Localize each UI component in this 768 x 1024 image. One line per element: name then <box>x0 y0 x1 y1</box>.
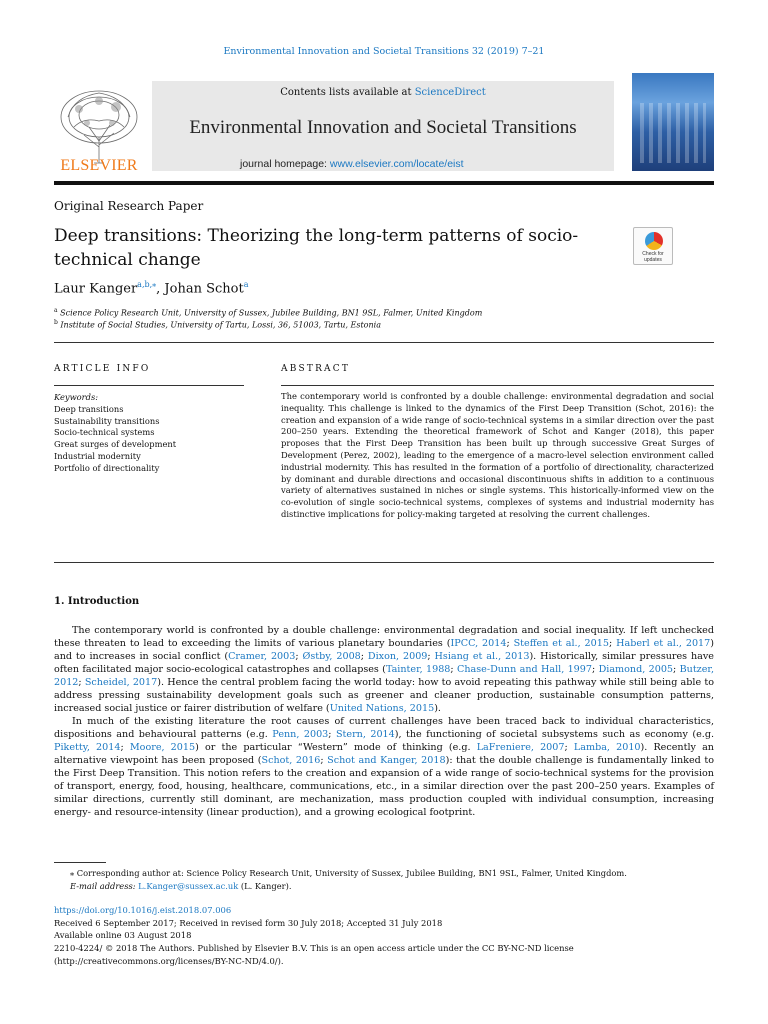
introduction-body <box>54 624 714 819</box>
abstract-text: The contemporary world is confronted by a double challenge: environmental degradation and social inequality. This challenge is linked to the dynamics of the First Deep Transition (Schot, 2016): the creation and expansion of a wide range of socio-technical systems in a similar direction over the past 200–250 years. Extending the theoretical framework of Schot and Kanger (2018), this paper proposes that the First Deep Transition has been built up through successive Great Surges of Development (Perez, 2002), leading to the emergence of a macro-level selection environment called industrial modernity. This has resulted in the formation of a portfolio of directionality, characterized by dominant and durable directions and occasional discontinuous shifts in addition to a continuous variety of alternatives sustained in niches or single systems. This historically-informed view on the co-evolution of single socio-technical systems, complexes of systems and industrial modernity has distinctive implications for policy-making targeted at resolving the current challenges. <box>281 391 714 519</box>
text: ; <box>120 742 130 753</box>
author-list <box>54 280 248 296</box>
footnote-rule <box>54 862 106 863</box>
text: ), the functioning of societal subsystems such as economy (e.g. <box>394 729 715 740</box>
article-footer <box>54 904 714 968</box>
text: ): that the double challenge is fundamentally linked to the First Deep Transition. This notion refers to the creation and expansion of a wide range of socio-technical systems for the provision of transport, energy, food, housing, healthcare, communications, etc., in a similar direction over the past 200–250 years. Examples of similar directions, currently still dominant, are mechanization, mass production coupled with individual consumption, increasing energy- and resource-intensity (linear production), and a growing ecological footprint. <box>54 755 714 818</box>
email-link[interactable]: L.Kanger@sussex.ac.uk <box>138 880 239 891</box>
citation-link[interactable]: Schot and Kanger, 2018 <box>327 755 446 766</box>
text: ). Recently an alternative viewpoint has been proposed ( <box>54 742 714 766</box>
license-url: (http://creativecommons.org/licenses/BY-NC-ND/4.0/). <box>54 955 284 966</box>
text: The contemporary world is confronted by a double challenge: environmental degradation and social inequality. If left unchecked these threaten to lead to exceeding the limits of various planetary boundaries ( <box>54 625 714 649</box>
journal-masthead <box>54 73 714 173</box>
text: ) and to increases in social conflict ( <box>54 638 715 662</box>
abstract-rule <box>281 385 714 386</box>
citation-link[interactable]: LaFreniere, 2007 <box>476 742 565 753</box>
article-info-heading: ARTICLE INFO <box>54 364 151 374</box>
email-line <box>54 880 714 893</box>
text: ; <box>592 664 599 675</box>
affiliation-text: Science Policy Research Unit, University of Sussex, Jubilee Building, BN1 9SL, Falmer, United Kingdom <box>60 308 483 318</box>
crossmark-icon <box>645 232 663 250</box>
citation-link[interactable]: Cramer, 2003 <box>228 651 296 662</box>
citation-link[interactable]: Hsiang et al., 2013 <box>434 651 530 662</box>
citation-link[interactable]: Piketty, 2014 <box>54 742 121 753</box>
citation-link[interactable]: Lamba, 2010 <box>573 742 641 753</box>
journal-cover-image[interactable] <box>632 73 714 171</box>
citation-link[interactable]: Chase-Dunn and Hall, 1997 <box>456 664 592 675</box>
text: ; <box>320 755 328 766</box>
available-online: Available online 03 August 2018 <box>54 930 192 941</box>
text: ; <box>295 651 303 662</box>
text: ; <box>506 638 514 649</box>
masthead-box <box>152 81 614 171</box>
text: ; <box>360 651 368 662</box>
keywords-block <box>54 392 244 475</box>
elsevier-wordmark: ELSEVIER <box>60 157 138 174</box>
article-info-rule <box>54 385 244 386</box>
citation-link[interactable]: United Nations, 2015 <box>329 703 435 714</box>
text: ; <box>427 651 435 662</box>
email-suffix: (L. Kanger). <box>238 880 292 891</box>
masthead-rule <box>54 181 714 185</box>
corresponding-author-footnote <box>54 867 714 892</box>
citation-link[interactable]: Penn, 2003 <box>272 729 329 740</box>
keyword: Socio-technical systems <box>54 427 155 438</box>
footnote-text: Corresponding author at: Science Policy Research Unit, University of Sussex, Jubilee Building, BN1 9SL, Falmer, United Kingdom. <box>74 868 627 878</box>
citation-link[interactable]: Tainter, 1988 <box>385 664 451 675</box>
citation-link[interactable]: Dixon, 2009 <box>367 651 428 662</box>
abstract-end-rule <box>54 562 714 563</box>
author-name: Laur Kanger <box>54 281 138 297</box>
email-label: E-mail address: <box>70 880 139 891</box>
paragraph <box>54 715 714 819</box>
author-affiliation-link[interactable]: a,b,⁎ <box>137 280 157 289</box>
homepage-prefix: journal homepage: <box>240 158 330 170</box>
license-line: 2210-4224/ © 2018 The Authors. Published by Elsevier B.V. This is an open access article under the CC BY-NC-ND license <box>54 943 574 954</box>
citation-link[interactable]: Moore, 2015 <box>129 742 196 753</box>
affiliation-mark: a <box>54 307 58 314</box>
doi-link[interactable]: https://doi.org/10.1016/j.eist.2018.07.006 <box>54 905 232 915</box>
homepage-line <box>240 158 464 170</box>
affiliation-a <box>54 307 482 318</box>
author-separator: , <box>156 281 165 297</box>
keywords-title: Keywords: <box>54 392 99 402</box>
citation-link[interactable]: Scheidel, 2017 <box>84 677 158 688</box>
paper-type: Original Research Paper <box>54 199 204 213</box>
text: ). Hence the central problem facing the world today: how to avoid repeating this pathway while still being able to address pressing sustainability development goals such as greener and cleaner production, sustainable consumption patterns, increased social justice or fairer distribution of welfare ( <box>54 677 714 714</box>
citation-link[interactable]: Østby, 2008 <box>302 651 361 662</box>
journal-citation[interactable]: Environmental Innovation and Societal Transitions 32 (2019) 7–21 <box>223 46 545 57</box>
keyword: Sustainability transitions <box>54 415 160 426</box>
citation-link[interactable]: Haberl et al., 2017 <box>616 638 711 649</box>
section-rule <box>54 342 714 343</box>
citation-link[interactable]: Butzer, 2012 <box>54 664 714 688</box>
text: In much of the existing literature the root causes of current challenges have been traced back to individual characteristics, dispositions and behavioural patterns (e.g. <box>54 716 714 740</box>
citation-link[interactable]: Steffen et al., 2015 <box>513 638 609 649</box>
sciencedirect-link[interactable]: ScienceDirect <box>414 87 486 98</box>
affiliation-mark: b <box>54 319 58 326</box>
paragraph <box>54 624 714 715</box>
cover-pattern <box>640 103 706 163</box>
crossmark-label: Check for updates <box>642 251 664 263</box>
text: ). <box>434 703 441 714</box>
text: ; <box>673 664 680 675</box>
text: ; <box>328 729 336 740</box>
paper-title: Deep transitions: Theorizing the long-term patterns of socio-technical change <box>54 226 579 270</box>
text: ). Historically, similar pressures have often facilitated major socio-ecological catastrophes and collapses ( <box>54 651 714 675</box>
text: ; <box>564 742 574 753</box>
contents-prefix: Contents lists available at <box>280 87 415 98</box>
received-dates: Received 6 September 2017; Received in revised form 30 July 2018; Accepted 31 July 2018 <box>54 917 443 928</box>
text: ) or the particular “Western” mode of thinking (e.g. <box>195 742 477 753</box>
text: ; <box>608 638 617 649</box>
abstract-heading: ABSTRACT <box>281 364 351 374</box>
keyword: Industrial modernity <box>54 450 141 461</box>
text: ; <box>450 664 457 675</box>
check-for-updates-button[interactable] <box>633 227 673 265</box>
affiliation-b <box>54 319 381 330</box>
citation-link[interactable]: IPCC, 2014 <box>450 638 507 649</box>
author-name: Johan Schot <box>164 281 244 297</box>
citation-link[interactable]: Stern, 2014 <box>335 729 395 740</box>
keyword: Deep transitions <box>54 403 124 414</box>
citation-link[interactable]: Schot, 2016 <box>261 755 321 766</box>
author-affiliation-link[interactable]: a <box>243 280 249 289</box>
journal-homepage-link[interactable]: www.elsevier.com/locate/eist <box>329 158 464 170</box>
footnote-line <box>54 867 714 880</box>
footnote-mark: ⁎ <box>70 868 75 878</box>
affiliation-text: Institute of Social Studies, University of Tartu, Lossi, 36, 51003, Tartu, Estonia <box>60 320 381 330</box>
citation-link[interactable]: Diamond, 2005 <box>598 664 674 675</box>
contents-line <box>152 87 614 98</box>
section-heading-introduction: 1. Introduction <box>54 596 140 607</box>
keyword: Portfolio of directionality <box>54 462 160 473</box>
journal-title: Environmental Innovation and Societal Transitions <box>189 117 577 138</box>
text: ; <box>78 677 85 688</box>
keyword: Great surges of development <box>54 439 177 450</box>
